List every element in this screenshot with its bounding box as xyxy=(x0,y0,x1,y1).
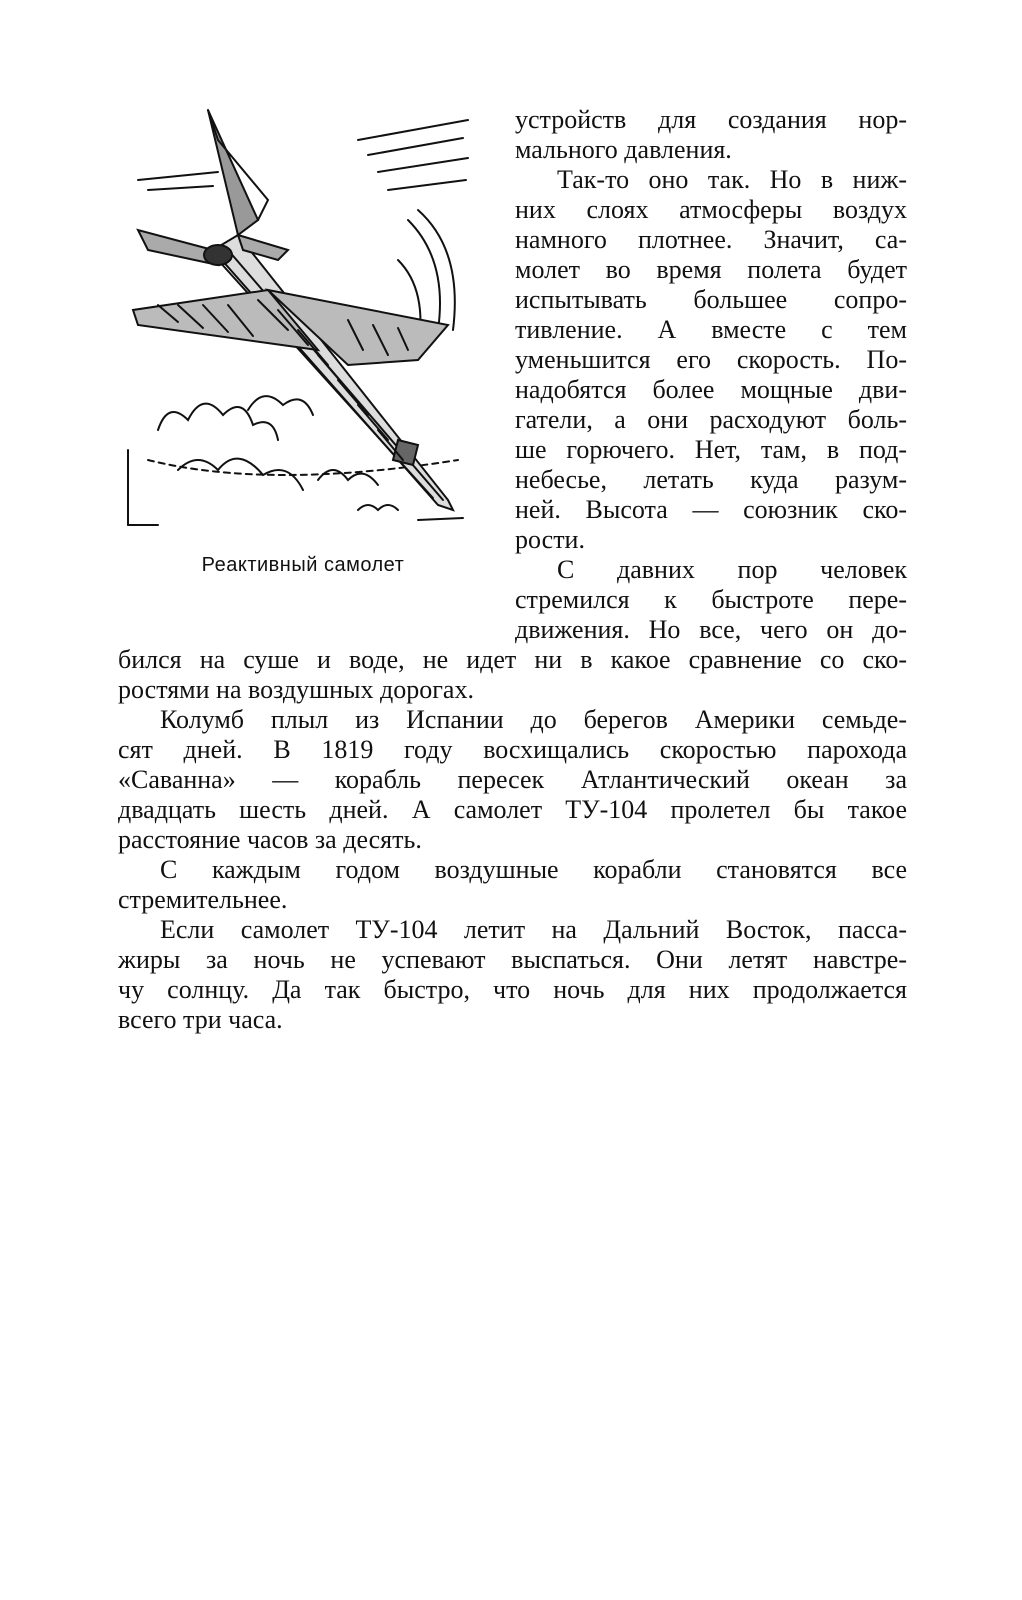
text-line: «Саванна» — корабль пересек Атлантический океан за xyxy=(118,765,907,794)
text-line: испытывать большее сопро- xyxy=(515,285,907,314)
text-line: Если самолет ТУ-104 летит на Дальний Восток, пасса- xyxy=(160,915,907,944)
text-line: С давних пор человек xyxy=(557,555,907,584)
text-line: надобятся более мощные дви- xyxy=(515,375,907,404)
jet-plane-drawing xyxy=(118,100,478,540)
text-line: движения. Но все, чего он до- xyxy=(515,615,907,644)
text-line: ростями на воздушных дорогах. xyxy=(118,675,474,704)
text-line: молет во время полета будет xyxy=(515,255,907,284)
text-line: Так-то оно так. Но в ниж- xyxy=(557,165,907,194)
text-line: рости. xyxy=(515,525,585,554)
text-line: чу солнцу. Да так быстро, что ночь для них продолжается xyxy=(118,975,907,1004)
text-line: жиры за ночь не успевают выспаться. Они летят навстре- xyxy=(118,945,907,974)
jet-plane-illustration xyxy=(118,100,478,540)
text-line: них слоях атмосферы воздух xyxy=(515,195,907,224)
text-line: гатели, а они расходуют боль- xyxy=(515,405,907,434)
text-line: уменьшится его скорость. По- xyxy=(515,345,907,374)
text-line: устройств для создания нор- xyxy=(515,105,907,134)
text-line: ней. Высота — союзник ско- xyxy=(515,495,907,524)
text-line: двадцать шесть дней. А самолет ТУ-104 пролетел бы такое xyxy=(118,795,907,824)
text-line: тивление. А вместе с тем xyxy=(515,315,907,344)
text-line: сят дней. В 1819 году восхищались скоростью парохода xyxy=(118,735,907,764)
text-line: намного плотнее. Значит, са- xyxy=(515,225,907,254)
text-line: стремительнее. xyxy=(118,885,288,914)
text-line: Колумб плыл из Испании до берегов Америки семьде- xyxy=(160,705,907,734)
text-line: стремился к быстроте пере- xyxy=(515,585,907,614)
text-line: мального давления. xyxy=(515,135,732,164)
text-line: ше горючего. Нет, там, в под- xyxy=(515,435,907,464)
text-line: С каждым годом воздушные корабли становятся все xyxy=(160,855,907,884)
text-line: бился на суше и воде, не идет ни в какое сравнение со ско- xyxy=(118,645,907,674)
text-line: расстояние часов за десять. xyxy=(118,825,422,854)
text-line: небесье, летать куда разум- xyxy=(515,465,907,494)
text-line: всего три часа. xyxy=(118,1005,283,1034)
figure-caption: Реактивный самолет xyxy=(201,554,405,576)
